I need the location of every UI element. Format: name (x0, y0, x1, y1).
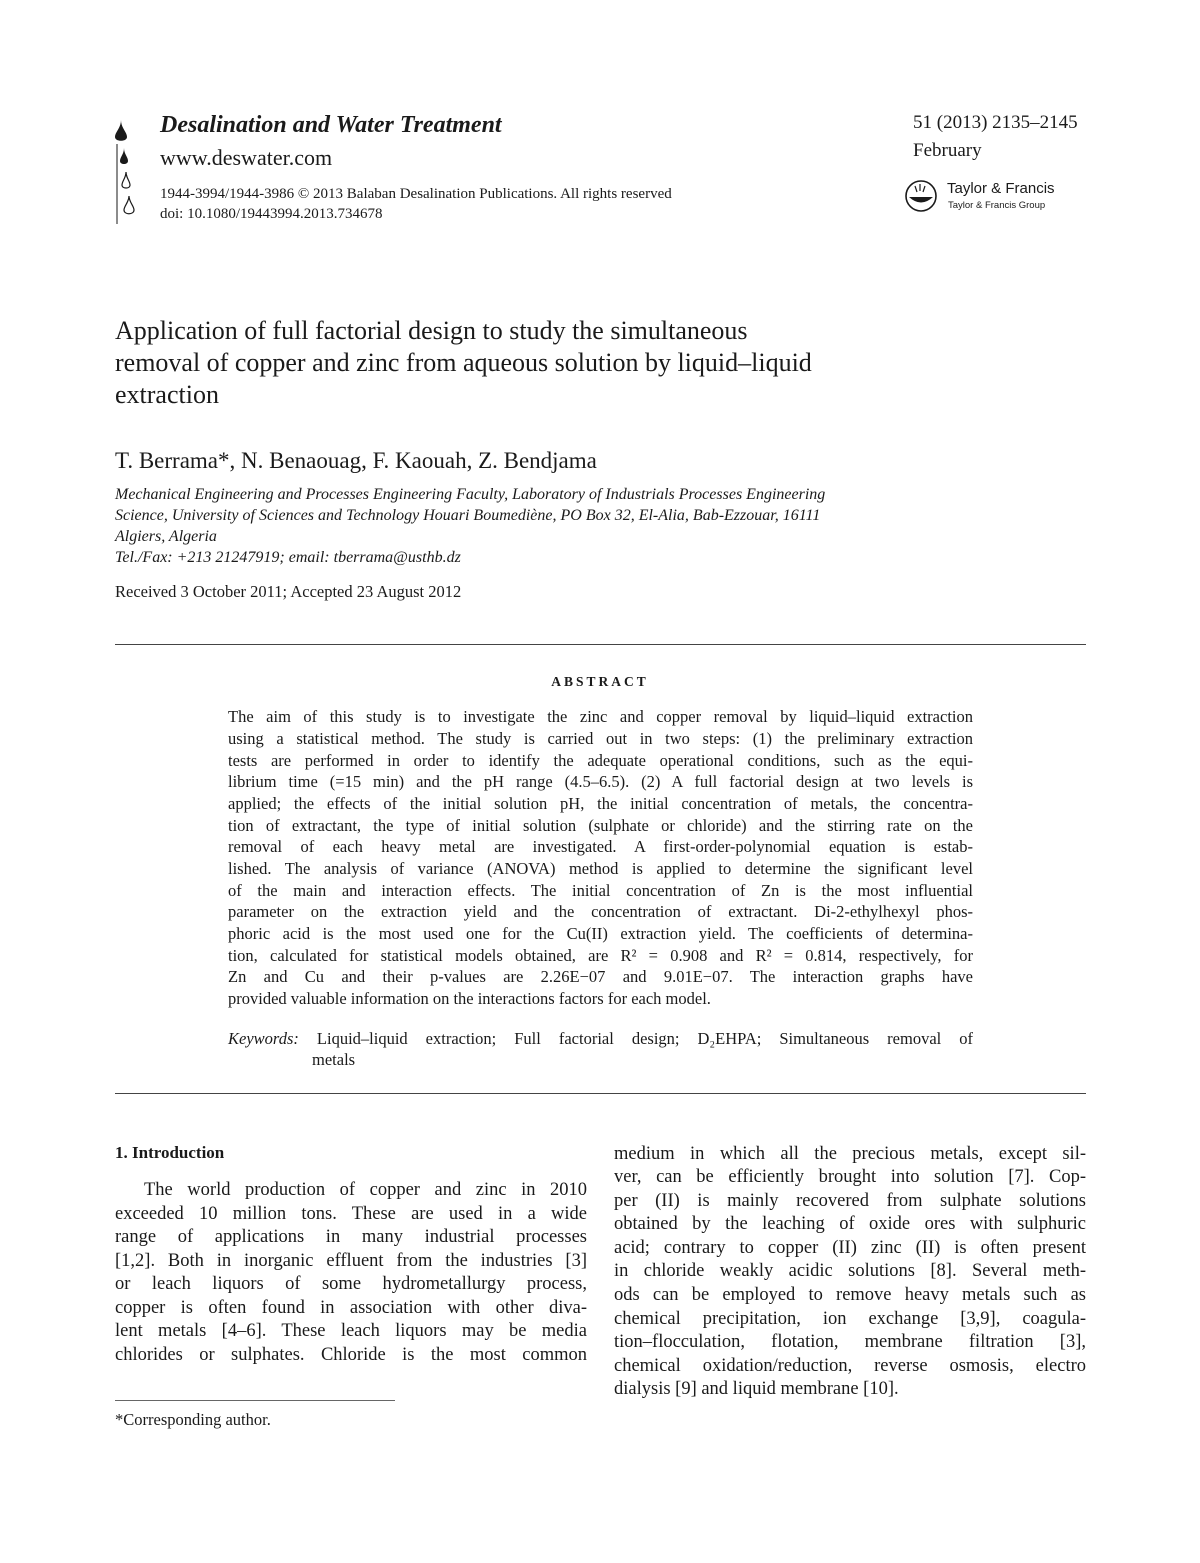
volume-pages: 51 (2013) 2135–2145 (913, 112, 1078, 133)
affiliation-line: Science, University of Sciences and Technology Houari Boumediène, PO Box 32, El-Alia, Bab-Ezzouar, 16111 (115, 507, 821, 524)
intro-left-line: or leach liquors of some hydrometallurgy process, (115, 1274, 587, 1294)
publisher-name: Taylor & Francis (947, 180, 1055, 197)
intro-right-line: ods can be employed to remove heavy metals such as (614, 1285, 1086, 1305)
intro-right-line: dialysis [9] and liquid membrane [10]. (614, 1379, 899, 1399)
intro-left-line: lent metals [4–6]. These leach liquors may be media (115, 1321, 587, 1341)
intro-left-line: exceeded 10 million tons. These are used in a wide (115, 1204, 587, 1224)
abstract-line: The aim of this study is to investigate the zinc and copper removal by liquid–liquid extraction (228, 707, 973, 726)
abstract-line: tests are performed in order to identify the adequate operational conditions, such as the equi- (228, 751, 973, 770)
intro-left-line: copper is often found in association with other diva- (115, 1298, 587, 1318)
intro-right-line: in chloride weakly acidic solutions [8]. Several meth- (614, 1261, 1086, 1281)
intro-left-line: [1,2]. Both in inorganic effluent from the industries [3] (115, 1251, 587, 1271)
publisher-group: Taylor & Francis Group (948, 200, 1046, 211)
footnote-divider (115, 1400, 395, 1401)
intro-right-line: per (II) is mainly recovered from sulphate solutions (614, 1191, 1086, 1211)
abstract-line: using a statistical method. The study is carried out in two steps: (1) the preliminary extraction (228, 729, 973, 748)
article-title-line: removal of copper and zinc from aqueous solution by liquid–liquid (115, 348, 812, 377)
received-accepted-dates: Received 3 October 2011; Accepted 23 August 2012 (115, 582, 462, 601)
abstract-line: removal of each heavy metal are investigated. A first-order-polynomial equation is estab- (228, 837, 973, 856)
journal-droplet-logo (115, 120, 135, 224)
keywords-label: Keywords: (228, 1029, 299, 1048)
intro-left-line: The world production of copper and zinc in 2010 (144, 1180, 587, 1200)
intro-right-line: ver, can be efficiently brought into solution [7]. Cop- (614, 1167, 1086, 1187)
intro-right-line: medium in which all the precious metals, except sil- (614, 1144, 1086, 1164)
abstract-line: applied; the effects of the initial solution pH, the initial concentration of metals, the concentra- (228, 794, 973, 813)
journal-name: Desalination and Water Treatment (160, 112, 502, 138)
intro-right-line: tion–flocculation, flotation, membrane filtration [3], (614, 1332, 1086, 1352)
intro-right-line: chemical precipitation, ion exchange [3,9], coagula- (614, 1309, 1086, 1329)
doi[interactable]: doi: 10.1080/19443994.2013.734678 (160, 206, 383, 222)
abstract-line: librium time (=15 min) and the pH range (4.5–6.5). (2) A full factorial design at two levels is (228, 772, 973, 791)
keywords-continuation: metals (312, 1050, 356, 1069)
intro-left-line: chlorides or sulphates. Chloride is the most common (115, 1345, 587, 1365)
intro-left-line: range of applications in many industrial processes (115, 1227, 587, 1247)
keywords-text: Liquid–liquid extraction; Full factorial design; D₂EHPA; Simultaneous removal of (316, 1029, 974, 1048)
abstract-line: phoric acid is the most used one for the Cu(II) extraction yield. The coefficients of determina- (228, 924, 973, 943)
authors: T. Berrama*, N. Benaouag, F. Kaouah, Z. Bendjama (115, 448, 597, 473)
abstract-line: tion of extractant, the type of initial solution (sulphate or chloride) and the stirring rate on the (228, 816, 973, 835)
abstract-line: tion, calculated for statistical models obtained, are R² = 0.908 and R² = 0.814, respectively, for (228, 946, 973, 965)
section-heading-introduction: 1. Introduction (115, 1143, 225, 1162)
abstract-heading: ABSTRACT (551, 674, 649, 689)
abstract-line: parameter on the extraction yield and the concentration of extractant. Di-2-ethylhexyl phos- (228, 902, 973, 921)
intro-right-line: acid; contrary to copper (II) zinc (II) is often present (614, 1238, 1086, 1258)
issue-month: February (913, 140, 982, 161)
abstract-line: lished. The analysis of variance (ANOVA) method is applied to determine the significant level (228, 859, 973, 878)
taylor-francis-logo-icon (903, 178, 943, 212)
article-title-line: Application of full factorial design to study the simultaneous (115, 316, 748, 345)
keywords (228, 1028, 973, 1050)
journal-url[interactable]: www.deswater.com (160, 145, 333, 170)
abstract-line: Zn and Cu and their p-values are 2.26E−07 and 9.01E−07. The interaction graphs have (228, 967, 973, 986)
abstract-line: of the main and interaction effects. The initial concentration of Zn is the most influential (228, 881, 973, 900)
article-title-line: extraction (115, 380, 219, 409)
intro-right-line: chemical oxidation/reduction, reverse osmosis, electro (614, 1356, 1086, 1376)
corresponding-author-footnote: *Corresponding author. (115, 1410, 271, 1429)
abstract-line: provided valuable information on the interactions factors for each model. (228, 989, 711, 1008)
intro-right-line: obtained by the leaching of oxide ores with sulphuric (614, 1214, 1086, 1234)
affiliation-line: Algiers, Algeria (115, 528, 217, 545)
affiliation-line: Mechanical Engineering and Processes Engineering Faculty, Laboratory of Industrials Processes Engineering (115, 486, 826, 503)
bottom-divider (115, 1093, 1086, 1094)
top-divider (115, 644, 1086, 645)
issn-copyright: 1944-3994/1944-3986 © 2013 Balaban Desalination Publications. All rights reserved (160, 186, 672, 202)
contact-line: Tel./Fax: +213 21247919; email: tberrama@usthb.dz (115, 549, 461, 566)
